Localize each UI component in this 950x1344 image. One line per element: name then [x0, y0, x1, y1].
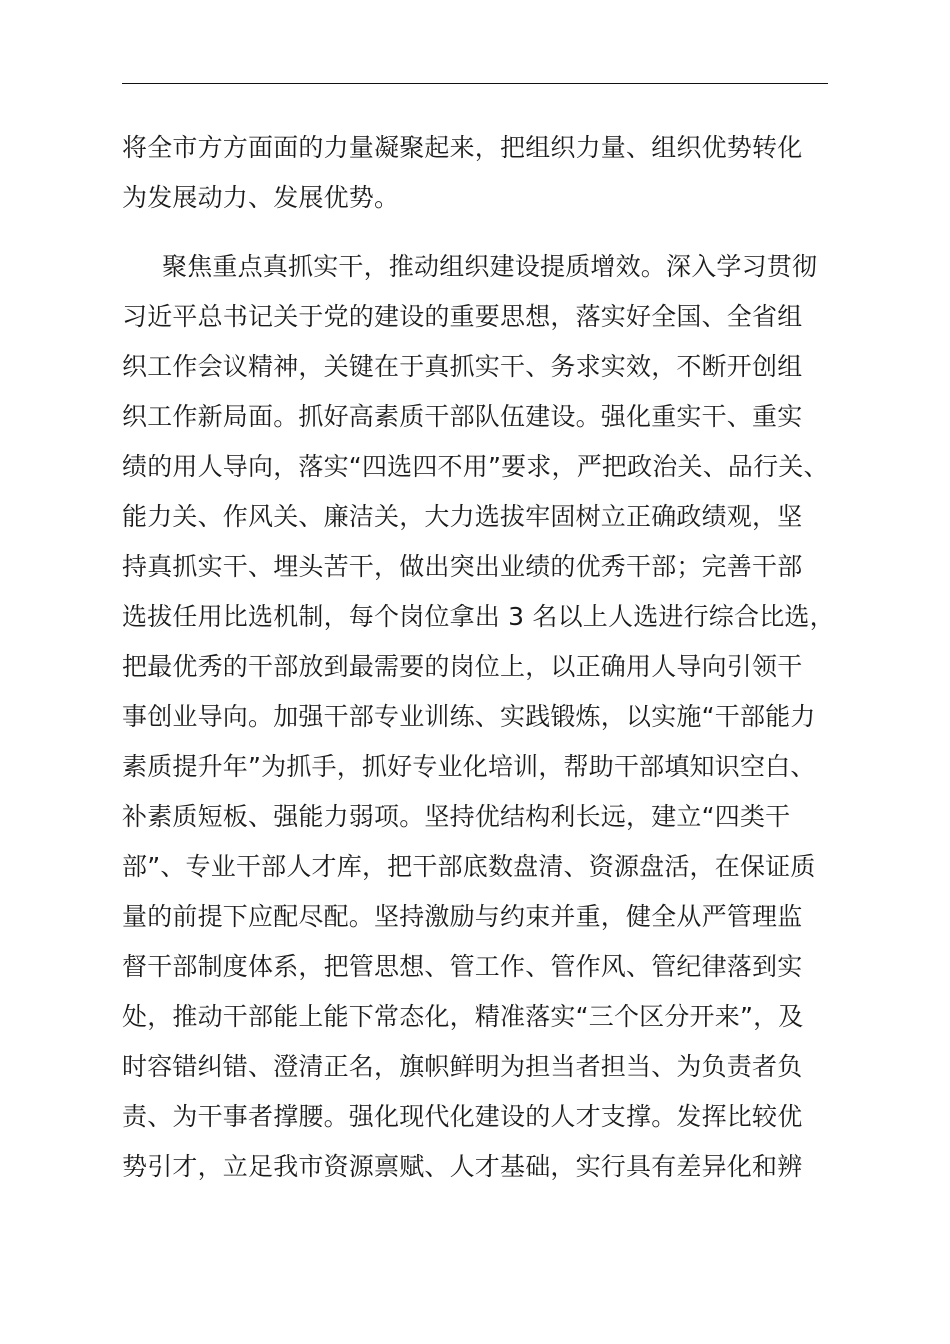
- text-line: 补素质短板、强能力弱项。坚持优结构利长远，建立“四类干: [122, 802, 791, 831]
- text-line: 绩的用人导向，落实“四选四不用”要求，严把政治关、品行关、: [122, 452, 829, 481]
- text-line: 织工作会议精神，关键在于真抓实干、务求实效，不断开创组: [122, 352, 803, 381]
- text-line: 把最优秀的干部放到最需要的岗位上，以正确用人导向引领干: [122, 652, 803, 681]
- text-line: 部”、专业干部人才库，把干部底数盘清、资源盘活，在保证质: [122, 852, 816, 881]
- text-line: 势引才，立足我市资源禀赋、人才基础，实行具有差异化和辨: [122, 1152, 803, 1181]
- text-line: 责、为干事者撑腰。强化现代化建设的人才支撑。发挥比较优: [122, 1102, 803, 1131]
- text-line: 能力关、作风关、廉洁关，大力选拔牢固树立正确政绩观，坚: [122, 502, 803, 531]
- text-line: 督干部制度体系，把管思想、管工作、管作风、管纪律落到实: [122, 952, 803, 981]
- header-rule: [122, 83, 828, 84]
- text-line: 事创业导向。加强干部专业训练、实践锻炼，以实施“干部能力: [122, 702, 816, 731]
- text-line: 将全市方方面面的力量凝聚起来，把组织力量、组织优势转化: [122, 133, 803, 162]
- text-line: 习近平总书记关于党的建设的重要思想，落实好全国、全省组: [122, 302, 803, 331]
- text-line: 量的前提下应配尽配。坚持激励与约束并重，健全从严管理监: [122, 902, 803, 931]
- text-line: 处，推动干部能上能下常态化，精准落实“三个区分开来”，及: [122, 1002, 804, 1031]
- text-line: 织工作新局面。抓好高素质干部队伍建设。强化重实干、重实: [122, 402, 803, 431]
- text-line: 持真抓实干、埋头苦干，做出突出业绩的优秀干部；完善干部: [122, 552, 803, 581]
- text-line: 素质提升年”为抓手，抓好专业化培训，帮助干部填知识空白、: [122, 752, 816, 781]
- text-line: 为发展动力、发展优势。: [122, 183, 400, 212]
- paragraph-first-line: 聚焦重点真抓实干，推动组织建设提质增效。深入学习贯彻: [162, 252, 818, 281]
- text-line: 选拔任用比选机制，每个岗位拿出 3 名以上人选进行综合比选，: [122, 602, 835, 631]
- text-line: 时容错纠错、澄清正名，旗帜鲜明为担当者担当、为负责者负: [122, 1052, 803, 1081]
